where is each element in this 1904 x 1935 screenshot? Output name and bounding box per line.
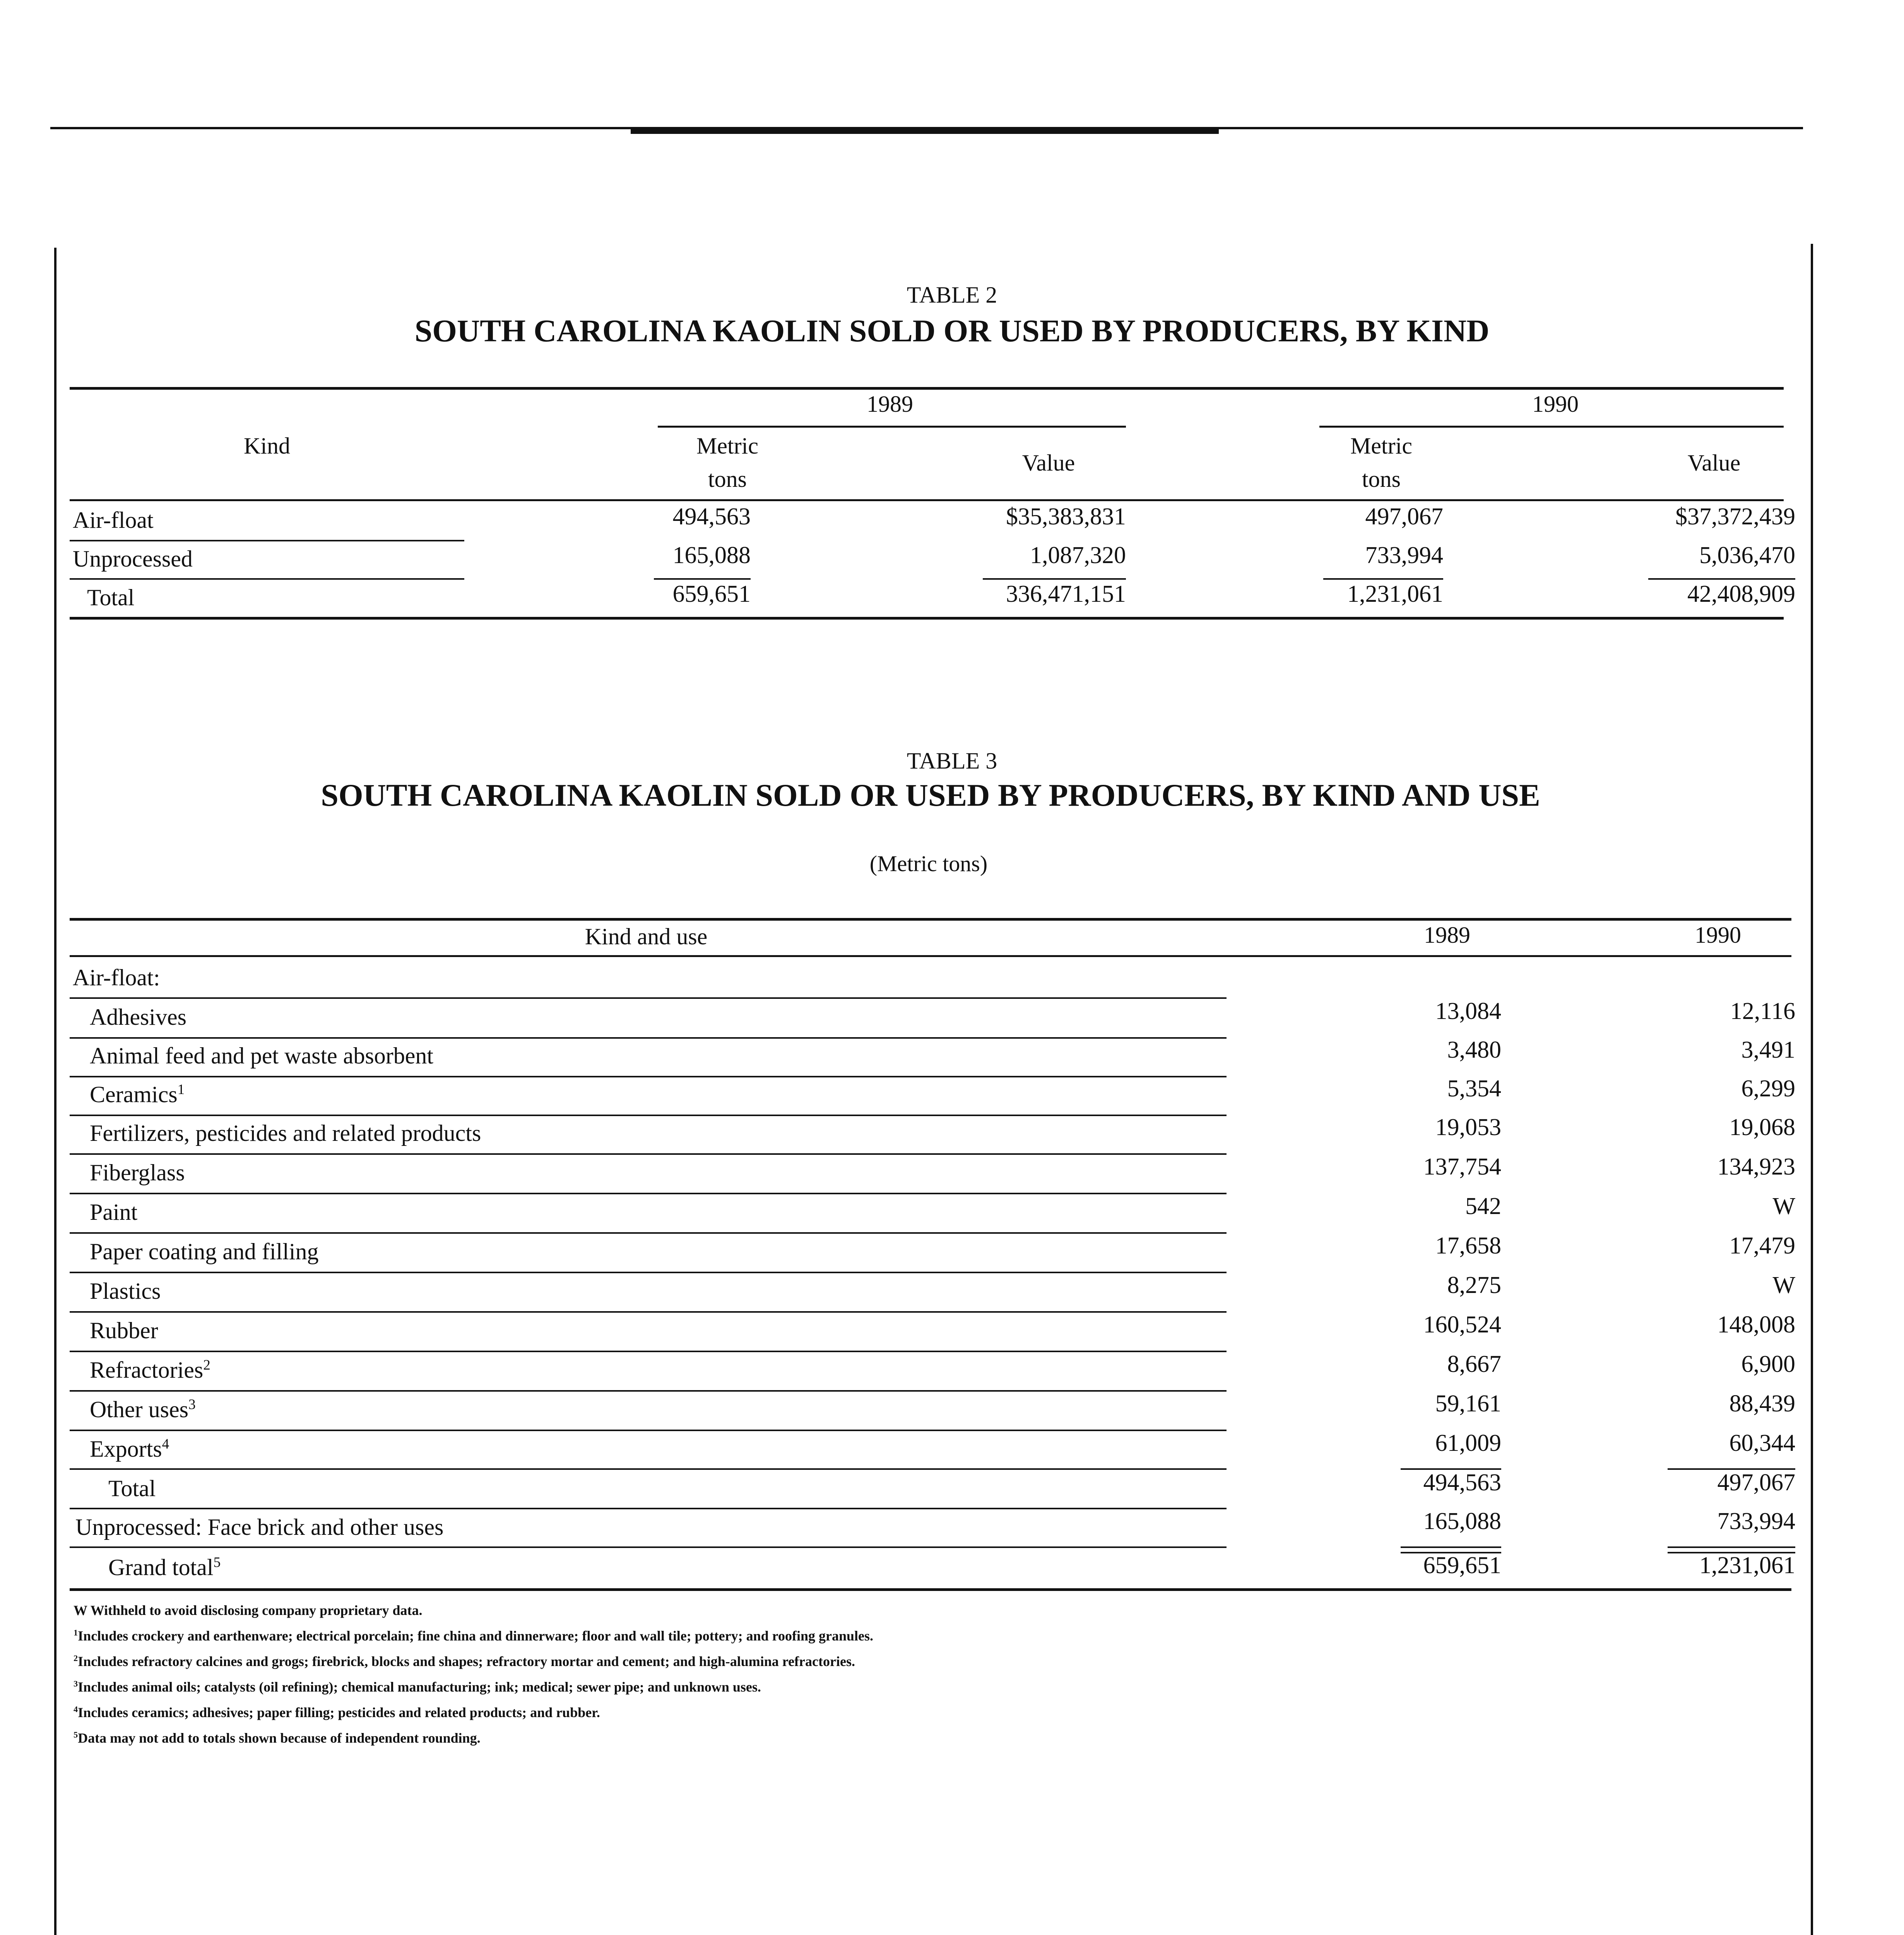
table3-row-1989: 5,354 [1447, 1075, 1501, 1102]
table2-row-rule [70, 540, 464, 541]
table3-row-1989: 8,667 [1447, 1351, 1501, 1377]
table3-row-rule [70, 1430, 1227, 1431]
table3-row-label: Paper coating and filling [90, 1239, 319, 1264]
table3-header-rule [70, 955, 1791, 957]
table2-label: TABLE 2 [907, 282, 997, 308]
table2-row-val1990: $37,372,439 [1675, 503, 1795, 530]
footnote-withheld: W Withheld to avoid disclosing company proprietary data. [74, 1603, 423, 1618]
table3-row-1990: 88,439 [1729, 1390, 1795, 1417]
table3-col-1989: 1989 [1424, 922, 1470, 948]
table2-kind-header: Kind [244, 433, 290, 459]
table2-title: SOUTH CAROLINA KAOLIN SOLD OR USED BY PRODUCERS, BY KIND [414, 313, 1490, 348]
table2-subtotal-rule [1323, 578, 1443, 580]
table3-row-rule [70, 1232, 1227, 1234]
table2-subtotal-rule [983, 578, 1126, 580]
table3-row-label: Plastics [90, 1278, 161, 1304]
table3-row-rule [70, 1546, 1227, 1548]
table3-row-1990: W [1772, 1272, 1795, 1298]
table3-row-label: Refractories$^2$ [90, 1357, 210, 1383]
table2-value-1989-header: Value [1022, 450, 1075, 476]
table3-row-1990: 19,068 [1729, 1114, 1795, 1140]
table3-row-rule [70, 1468, 1227, 1470]
table3-subtitle: (Metric tons) [869, 851, 988, 876]
table3-row-1990: 134,923 [1717, 1154, 1795, 1180]
table2-metric-1990-l1: Metric [1350, 433, 1412, 459]
table3-row-label: Ceramics$^1$ [90, 1082, 185, 1107]
footnote-1: $^1$Includes crockery and earthenware; electrical porcelain; fine china and dinnerware; floor and wall tile; pottery; and roofing granules. [74, 1628, 874, 1644]
table2-row-val1989: $35,383,831 [1006, 503, 1126, 530]
table2-top-rule [70, 387, 1784, 390]
table3-row-rule [70, 1076, 1227, 1077]
table2-row-mt1989: 494,563 [672, 503, 751, 530]
table3-row-rule [70, 1115, 1227, 1116]
table3-row-rule [70, 1390, 1227, 1392]
table3-row-label: Paint [90, 1199, 138, 1225]
table3-row-rule [70, 1193, 1227, 1194]
table3-top-rule [70, 918, 1791, 921]
table2-row-kind: Air-float [73, 507, 154, 533]
table2-row-kind: Total [87, 585, 135, 610]
table2-metric-1989-l2: tons [708, 466, 747, 492]
table3-row-1990: 3,491 [1741, 1037, 1795, 1063]
table3-grand-total-label: Grand total$^5$ [108, 1555, 221, 1580]
table3-total-1990: 497,067 [1717, 1469, 1795, 1496]
table3-row-label: Animal feed and pet waste absorbent [90, 1043, 434, 1069]
top-rule-thick [631, 129, 1219, 134]
footnote-2: $^2$Includes refractory calcines and grogs; firebrick, blocks and shapes; refractory mortar and cement; and high-alumina refractories. [74, 1653, 855, 1669]
table3-row-1989: 137,754 [1423, 1154, 1501, 1180]
table3-double-rule [1401, 1546, 1501, 1548]
table3-row-rule [70, 1311, 1227, 1313]
left-margin-rule [54, 248, 56, 1935]
table3-row-label: Adhesives [90, 1004, 186, 1030]
table3-row-label: Fiberglass [90, 1160, 185, 1185]
table3-label: TABLE 3 [907, 748, 997, 774]
table3-row-1990: 148,008 [1717, 1312, 1795, 1338]
table3-row-1990: 12,116 [1730, 998, 1795, 1024]
table2-row-mt1990: 497,067 [1365, 503, 1443, 530]
table2-bottom-rule [70, 617, 1784, 620]
table3-total-1989: 494,563 [1423, 1469, 1501, 1496]
table3-title: SOUTH CAROLINA KAOLIN SOLD OR USED BY PRODUCERS, BY KIND AND USE [321, 777, 1540, 813]
table2-row-val1989: 336,471,151 [1006, 581, 1126, 607]
table2-year2: 1990 [1532, 391, 1579, 417]
table3-row-1990: W [1772, 1193, 1795, 1219]
table2-value-1990-header: Value [1687, 450, 1741, 476]
table2-row-mt1990: 1,231,061 [1347, 581, 1443, 607]
table3-col-kind: Kind and use [585, 924, 708, 949]
footnote-3: $^3$Includes animal oils; catalysts (oil refining); chemical manufacturing; ink; medical; sewer pipe; and unknown uses. [74, 1679, 761, 1695]
table3-row-1989: 59,161 [1435, 1390, 1501, 1417]
table3-col-1990: 1990 [1695, 922, 1741, 948]
table2-row-mt1989: 659,651 [672, 581, 751, 607]
table2-header-rule [70, 499, 1784, 501]
table3-row-1989: 8,275 [1447, 1272, 1501, 1298]
right-margin-rule [1811, 244, 1813, 1935]
table3-row-1989: 160,524 [1423, 1312, 1501, 1338]
table2-row-mt1990: 733,994 [1365, 542, 1443, 569]
table3-bottom-rule [70, 1588, 1791, 1591]
table3-row-rule [70, 1272, 1227, 1273]
table3-row-1990: 6,900 [1741, 1351, 1795, 1377]
table2-row-rule [70, 578, 464, 580]
table3-unprocessed-1990: 733,994 [1717, 1508, 1795, 1534]
footnote-5: $^5$Data may not add to totals shown because of independent rounding. [74, 1730, 481, 1746]
table3-unprocessed-label: Unprocessed: Face brick and other uses [75, 1514, 444, 1540]
table3-double-rule [1668, 1546, 1795, 1548]
table2-row-val1990: 5,036,470 [1699, 542, 1795, 569]
table2-year1: 1989 [867, 391, 913, 417]
table2-row-kind: Unprocessed [73, 546, 193, 572]
table2-year1-rule [658, 426, 1126, 428]
table2-metric-1989-l1: Metric [696, 433, 758, 459]
table3-row-label: Other uses$^3$ [90, 1397, 196, 1422]
table3-grand-total-1989: 659,651 [1423, 1552, 1501, 1579]
table2-subtotal-rule [654, 578, 751, 580]
table3-row-rule [70, 1508, 1227, 1509]
table3-row-1989: 3,480 [1447, 1037, 1501, 1063]
table3-row-rule [70, 997, 1227, 999]
table3-row-1989: 17,658 [1435, 1233, 1501, 1259]
table2-row-val1989: 1,087,320 [1030, 542, 1126, 569]
table3-row-label: Exports$^4$ [90, 1436, 169, 1462]
table3-row-rule [70, 1153, 1227, 1155]
table3-row-1989: 13,084 [1435, 998, 1501, 1024]
table2-year2-rule [1319, 426, 1784, 428]
table3-row-1989: 61,009 [1435, 1430, 1501, 1456]
table2-row-mt1989: 165,088 [672, 542, 751, 569]
table3-row-1989: 542 [1465, 1193, 1501, 1219]
footnote-4: $^4$Includes ceramics; adhesives; paper filling; pesticides and related products; and rubber. [74, 1704, 600, 1720]
table3-row-1989: 19,053 [1435, 1114, 1501, 1140]
table3-section-airfloat: Air-float: [73, 965, 160, 990]
table3-row-1990: 6,299 [1741, 1075, 1795, 1102]
table2-row-val1990: 42,408,909 [1687, 581, 1795, 607]
table2-metric-1990-l2: tons [1362, 466, 1401, 492]
table3-total-label: Total [108, 1476, 156, 1501]
table3-row-rule [70, 1351, 1227, 1352]
table3-row-rule [70, 1037, 1227, 1039]
table3-row-label: Rubber [90, 1318, 158, 1343]
table3-grand-total-1990: 1,231,061 [1699, 1552, 1795, 1579]
table3-row-label: Fertilizers, pesticides and related products [90, 1120, 481, 1146]
table2-subtotal-rule [1648, 578, 1795, 580]
table3-unprocessed-1989: 165,088 [1423, 1508, 1501, 1534]
table3-row-1990: 60,344 [1729, 1430, 1795, 1456]
table3-row-1990: 17,479 [1729, 1233, 1795, 1259]
